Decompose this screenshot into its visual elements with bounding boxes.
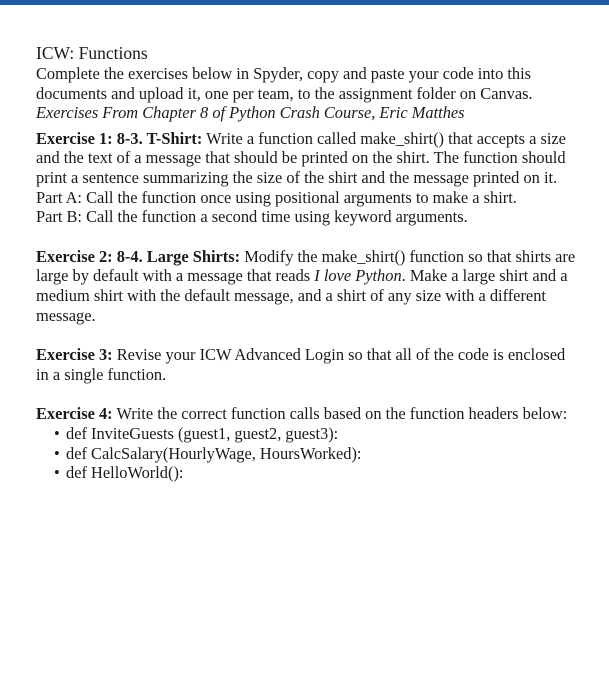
bullet-icon: • [54,463,60,483]
exercise-4-label: Exercise 4: [36,404,113,424]
function-header: def InviteGuests (guest1, guest2, guest3): [66,423,339,443]
list-item [54,424,576,444]
exercise-4-body [36,404,576,424]
exercise-2-text-before: Modify the make_shirt() function so that shirts are large by default with a message that reads [36,246,576,286]
function-header: def CalcSalary(HourlyWage, HoursWorked): [66,443,362,463]
list-item [54,444,576,464]
exercise-1 [36,129,576,227]
exercise-1-body [36,129,576,188]
bullet-icon: • [54,423,60,443]
exercise-2-text-after: . Make a large shirt and a medium shirt with the default message, and a shirt of any size with a different message. [36,266,568,325]
header-accent-bar [0,0,609,5]
bullet-icon: • [54,443,60,463]
source-citation: Exercises From Chapter 8 of Python Crash Course, Eric Matthes [36,103,465,123]
exercise-2-heading: 8-4. Large Shirts: [116,246,241,266]
exercise-2-emphasis: I love Python [314,266,402,286]
exercise-2 [36,247,576,325]
exercise-3-label: Exercise 3: [36,345,113,365]
exercise-1-heading: 8-3. T-Shirt: [116,128,203,148]
exercise-3-body [36,345,576,384]
exercise-1-label: Exercise 1: [36,128,113,148]
exercise-4-text: Write the correct function calls based on the function headers below: [116,404,568,424]
exercise-2-body [36,247,576,325]
exercise-3-text: Revise your ICW Advanced Login so that all of the code is enclosed in a single function. [36,345,566,384]
exercise-3 [36,345,576,384]
exercise-4 [36,404,576,482]
exercise-1-text: Write a function called make_shirt() that accepts a size and the text of a message that should be printed on the shirt. The function should print a sentence summarizing the size of the shirt and the message printed on it. [36,128,566,187]
exercise-1-part-b: Part B: Call the function a second time using keyword arguments. [36,207,468,227]
function-header-list [36,424,576,483]
list-item [54,463,576,483]
function-header: def HelloWorld(): [66,463,184,483]
document-content [36,42,576,483]
exercise-1-part-a: Part A: Call the function once using positional arguments to make a shirt. [36,187,517,207]
intro-paragraph: Complete the exercises below in Spyder, copy and paste your code into this documents and upload it, one per team, to the assignment folder on Canvas. [36,64,533,103]
document-title: ICW: Functions [36,43,148,63]
exercise-2-label: Exercise 2: [36,246,113,266]
